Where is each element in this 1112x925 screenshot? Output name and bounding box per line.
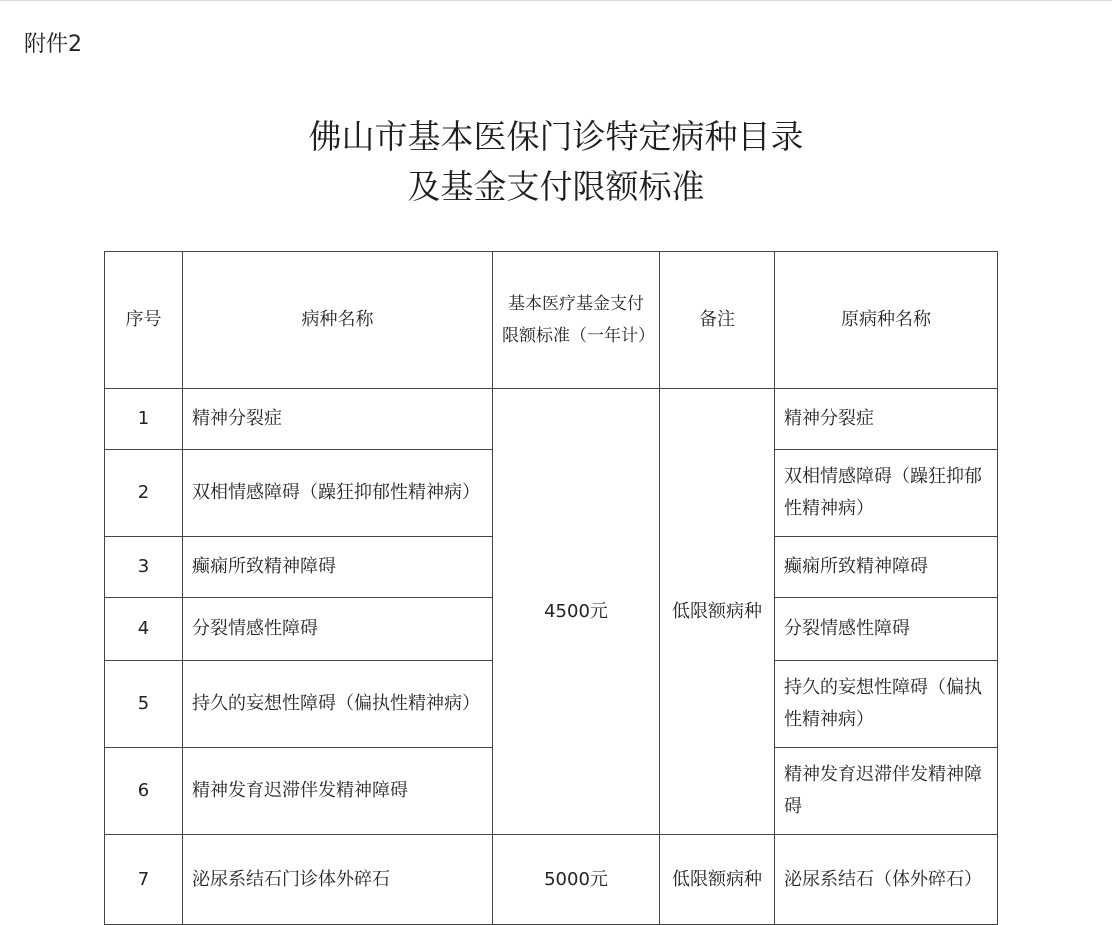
- row-original-name: 泌尿系结石（体外碎石）: [775, 835, 998, 925]
- table-row: [105, 389, 998, 450]
- group-fund-limit: 4500元: [493, 389, 660, 835]
- header-seq: 序号: [105, 252, 183, 389]
- row-seq: 6: [105, 748, 183, 835]
- page-title-line1: 佛山市基本医保门诊特定病种目录: [308, 117, 804, 156]
- row-disease-name: 癫痫所致精神障碍: [183, 537, 493, 598]
- row-original-name: 精神发育迟滞伴发精神障碍: [775, 748, 998, 835]
- disease-table-container: [104, 251, 998, 925]
- row-disease-name: 双相情感障碍（躁狂抑郁性精神病）: [183, 450, 493, 537]
- header-original-name: 原病种名称: [775, 252, 998, 389]
- row-seq: 2: [105, 450, 183, 537]
- row-note: 低限额病种: [660, 835, 775, 925]
- row-seq: 1: [105, 389, 183, 450]
- row-disease-name: 精神分裂症: [183, 389, 493, 450]
- disease-table: [104, 251, 998, 925]
- row-seq: 3: [105, 537, 183, 598]
- page-title-line2: 及基金支付限额标准: [407, 167, 705, 206]
- header-fund-limit: 基本医疗基金支付限额标准（一年计）: [493, 252, 660, 389]
- attachment-label: 附件2: [24, 32, 82, 57]
- header-note: 备注: [660, 252, 775, 389]
- row-seq: 4: [105, 598, 183, 661]
- row-seq: 5: [105, 661, 183, 748]
- row-disease-name: 泌尿系结石门诊体外碎石: [183, 835, 493, 925]
- group-note: 低限额病种: [660, 389, 775, 835]
- header-disease-name: 病种名称: [183, 252, 493, 389]
- row-original-name: 分裂情感性障碍: [775, 598, 998, 661]
- row-original-name: 双相情感障碍（躁狂抑郁性精神病）: [775, 450, 998, 537]
- row-original-name: 精神分裂症: [775, 389, 998, 450]
- table-row: [105, 835, 998, 925]
- row-disease-name: 持久的妄想性障碍（偏执性精神病）: [183, 661, 493, 748]
- row-disease-name: 精神发育迟滞伴发精神障碍: [183, 748, 493, 835]
- table-header-row: [105, 252, 998, 389]
- row-disease-name: 分裂情感性障碍: [183, 598, 493, 661]
- row-original-name: 持久的妄想性障碍（偏执性精神病）: [775, 661, 998, 748]
- row-fund-limit: 5000元: [493, 835, 660, 925]
- row-seq: 7: [105, 835, 183, 925]
- row-original-name: 癫痫所致精神障碍: [775, 537, 998, 598]
